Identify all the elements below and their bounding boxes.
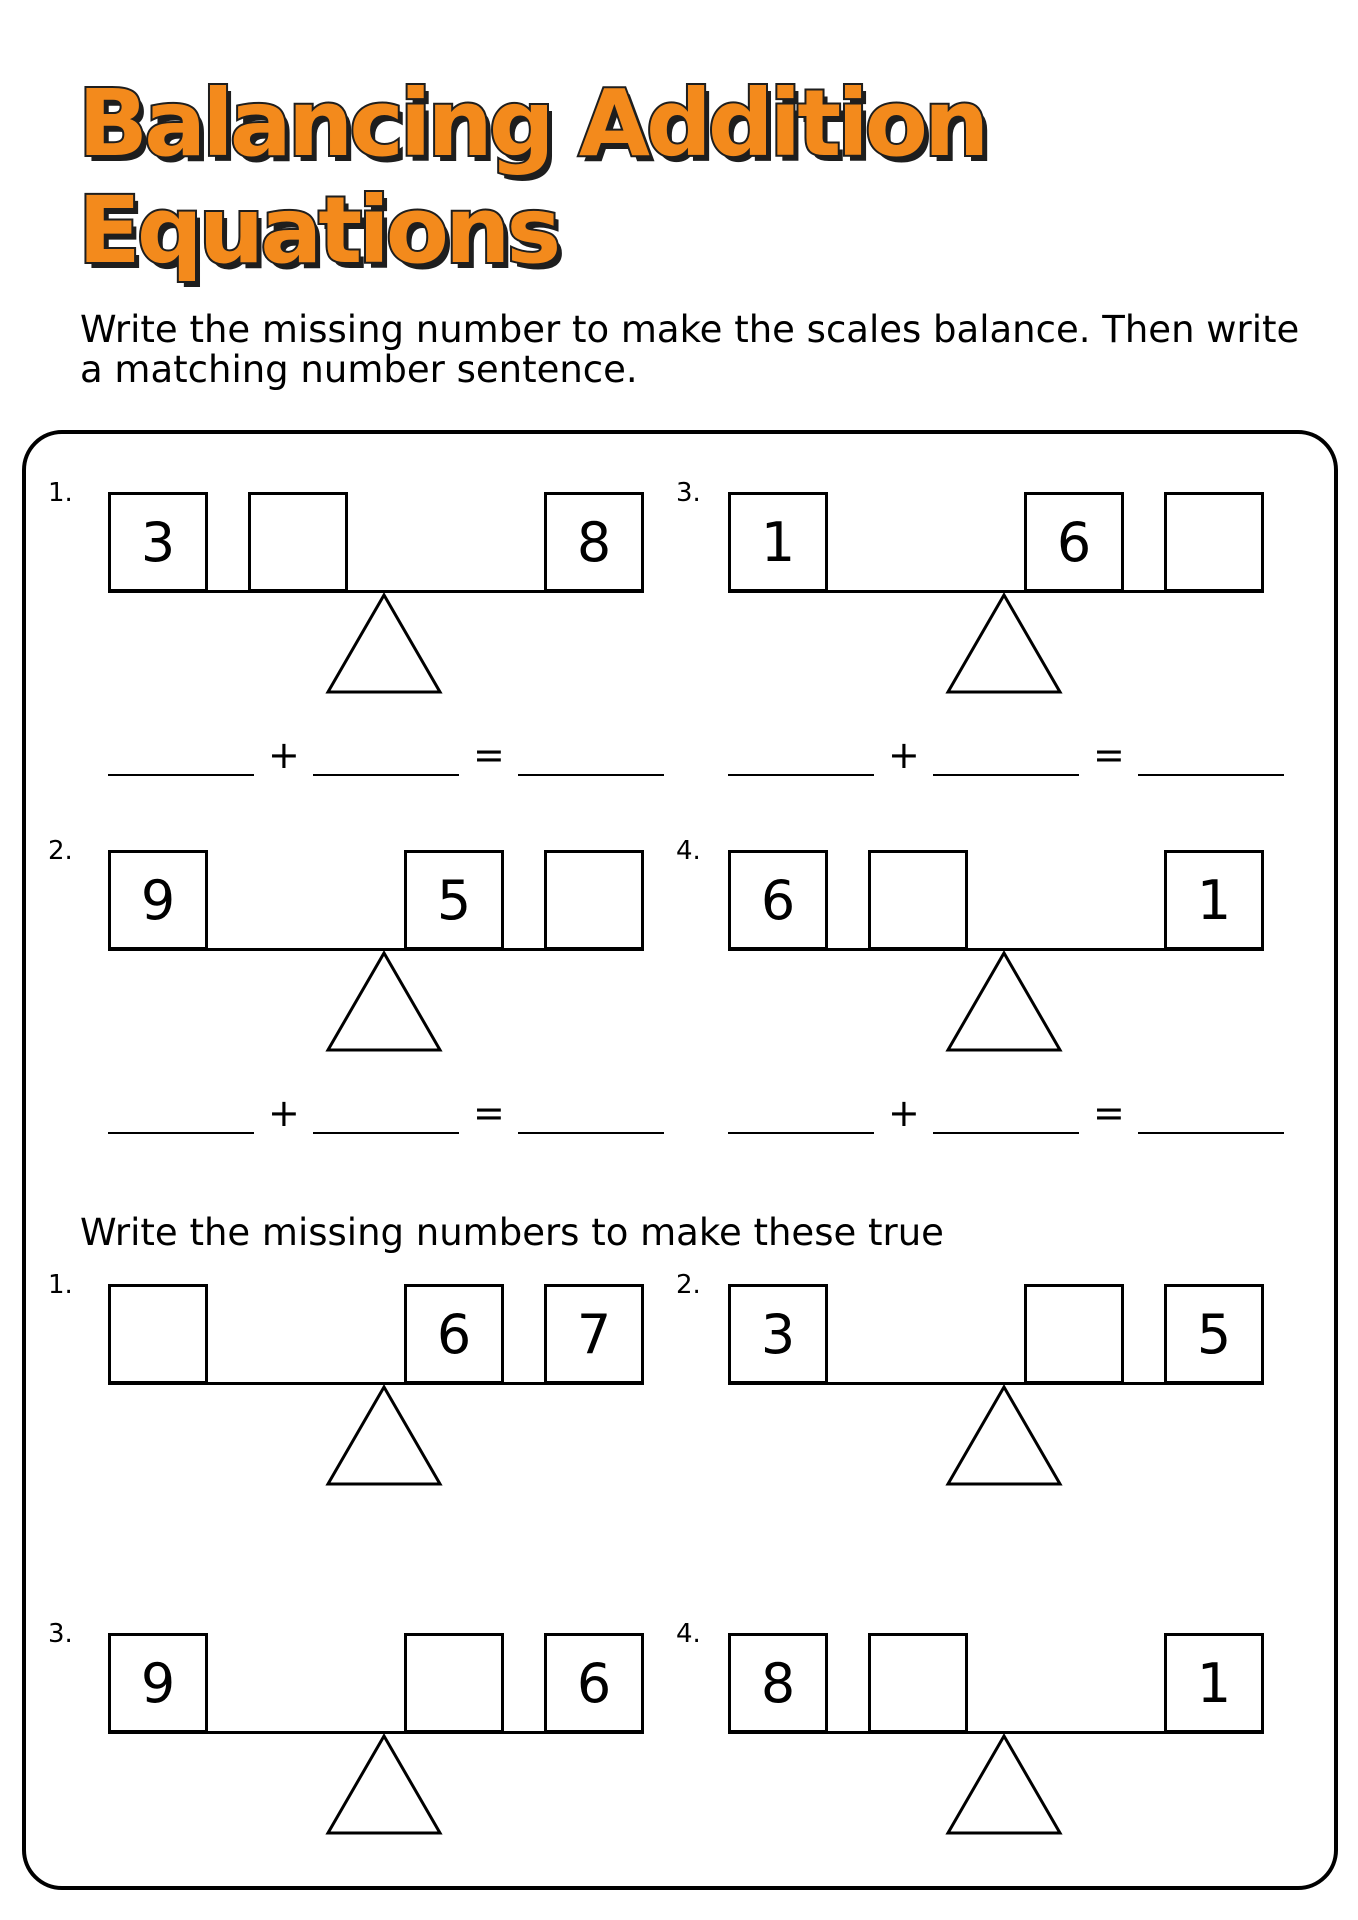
- answer-blank-line[interactable]: [933, 774, 1079, 776]
- answer-blank-line[interactable]: [933, 1132, 1079, 1134]
- fulcrum-triangle-icon: [944, 1384, 1064, 1488]
- number-box: 8: [544, 492, 644, 592]
- number-box: 3: [728, 1284, 828, 1384]
- number-box: 1: [1164, 1633, 1264, 1733]
- answer-blank-line[interactable]: [108, 774, 254, 776]
- part2-item-number: 3.: [48, 1619, 73, 1649]
- part2-item-number: 2.: [676, 1270, 701, 1300]
- fulcrum-triangle-icon: [324, 1384, 444, 1488]
- answer-blank-line[interactable]: [313, 774, 459, 776]
- equals-sign: =: [1093, 733, 1125, 777]
- plus-sign: +: [268, 733, 300, 777]
- fulcrum-triangle-icon: [324, 592, 444, 696]
- number-box: 1: [1164, 850, 1264, 950]
- number-box: 9: [108, 850, 208, 950]
- answer-box[interactable]: [868, 1633, 968, 1733]
- part2-item-number: 4.: [676, 1619, 701, 1649]
- answer-box[interactable]: [248, 492, 348, 592]
- fulcrum-triangle-icon: [944, 1733, 1064, 1837]
- number-box: 7: [544, 1284, 644, 1384]
- number-box: 5: [1164, 1284, 1264, 1384]
- worksheet-title-line-2: Equations: [78, 177, 558, 284]
- part2-item-number: 1.: [48, 1270, 73, 1300]
- answer-blank-line[interactable]: [108, 1132, 254, 1134]
- answer-blank-line[interactable]: [728, 774, 874, 776]
- number-box: 5: [404, 850, 504, 950]
- number-box: 6: [728, 850, 828, 950]
- answer-blank-line[interactable]: [728, 1132, 874, 1134]
- plus-sign: +: [268, 1091, 300, 1135]
- number-box: 6: [1024, 492, 1124, 592]
- fulcrum-triangle-icon: [324, 950, 444, 1054]
- part1-item-number: 4.: [676, 836, 701, 866]
- plus-sign: +: [888, 733, 920, 777]
- equals-sign: =: [1093, 1091, 1125, 1135]
- worksheet-panel: [22, 430, 1338, 1890]
- equals-sign: =: [473, 733, 505, 777]
- answer-box[interactable]: [404, 1633, 504, 1733]
- part1-item-number: 2.: [48, 836, 73, 866]
- number-box: 6: [544, 1633, 644, 1733]
- answer-box[interactable]: [1024, 1284, 1124, 1384]
- number-box: 9: [108, 1633, 208, 1733]
- fulcrum-triangle-icon: [944, 950, 1064, 1054]
- answer-box[interactable]: [544, 850, 644, 950]
- plus-sign: +: [888, 1091, 920, 1135]
- instructions-part-2: Write the missing numbers to make these true: [80, 1211, 944, 1254]
- part1-item-number: 1.: [48, 478, 73, 508]
- answer-blank-line[interactable]: [518, 1132, 664, 1134]
- instructions-part-1: Write the missing number to make the scales balance. Then write a matching number sentence.: [80, 308, 1300, 391]
- answer-blank-line[interactable]: [1138, 1132, 1284, 1134]
- fulcrum-triangle-icon: [944, 592, 1064, 696]
- answer-box[interactable]: [1164, 492, 1264, 592]
- fulcrum-triangle-icon: [324, 1733, 444, 1837]
- number-box: 3: [108, 492, 208, 592]
- equals-sign: =: [473, 1091, 505, 1135]
- answer-box[interactable]: [108, 1284, 208, 1384]
- number-box: 6: [404, 1284, 504, 1384]
- part1-item-number: 3.: [676, 478, 701, 508]
- answer-blank-line[interactable]: [1138, 774, 1284, 776]
- worksheet-title-line-1: Balancing Addition: [78, 70, 986, 177]
- answer-box[interactable]: [868, 850, 968, 950]
- number-box: 1: [728, 492, 828, 592]
- number-box: 8: [728, 1633, 828, 1733]
- answer-blank-line[interactable]: [313, 1132, 459, 1134]
- answer-blank-line[interactable]: [518, 774, 664, 776]
